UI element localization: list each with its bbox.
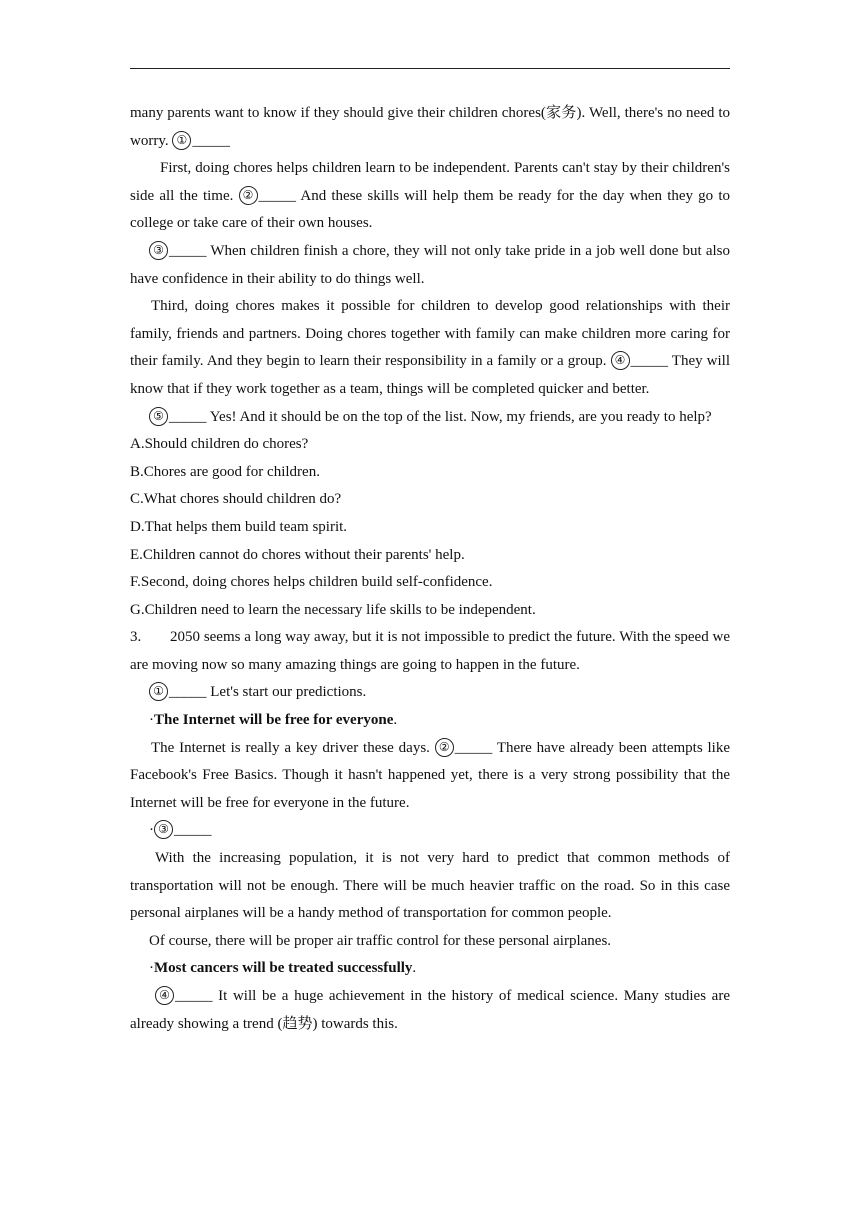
question-number: 3. [130,629,142,646]
section-heading [130,955,730,983]
option-e: E.Children cannot do chores without their parents' help. [130,546,465,563]
option-b: B.Chores are good for children. [130,463,320,480]
option-g: G.Children need to learn the necessary life skills to be independent. [130,601,536,618]
paragraph-text: 2050 seems a long way away, but it is not impossible to predict the future. With the speed we are moving now so many amazing things are going to happen in the future. [130,629,730,673]
passage-paragraph [130,845,730,928]
paragraph-text: Of course, there will be proper air traffic control for these personal airplanes. [149,932,612,949]
circled-number-4: ④ [611,351,630,370]
circled-number-3: ③ [149,241,168,260]
paragraph-text: There have already been attempts like Facebook's Free Basics. Though it hasn't happened yet, there is a very strong possibility that the Internet will be free for everyone in the future. [130,739,730,811]
paragraph-text: The Internet is really a key driver these days. [151,739,430,756]
option-d: D.That helps them build team spirit. [130,518,348,535]
passage-paragraph [130,100,730,155]
passage-paragraph [130,735,730,818]
answer-blank: _____ [174,822,212,839]
answer-blank: _____ [175,988,213,1004]
circled-number-4: ④ [155,986,174,1005]
option-c: C.What chores should children do? [130,491,342,508]
paragraph-text: When children finish a chore, they will not only take pride in a job well done but also have confidence in their ability to do things well. [130,242,730,287]
answer-blank: _____ [169,684,207,701]
paragraph-text: First, doing chores helps children learn to be independent. Parents can't stay by their children's side all the time. [130,160,730,204]
circled-number-2: ② [239,186,258,205]
paragraph-text: It will be a huge achievement in the history of medical science. Many studies are already showing a trend (趋势) towards this. [130,988,730,1032]
circled-number-3: ③ [154,820,173,839]
answer-blank: _____ [169,242,207,259]
bullet-dot: · [149,960,154,977]
header-rule [130,68,730,69]
passage-paragraph [130,983,730,1038]
paragraph-text: With the increasing population, it is not very hard to predict that common methods of transportation will not be enough. There will be much heavier traffic on the road. So in this case personal airplanes will be a handy method of transportation for common people. [130,850,730,922]
section-heading [130,817,730,845]
question-3-intro [130,624,730,679]
heading-text: Most cancers will be treated successfully [154,960,413,977]
paragraph-text: Let's start our predictions. [210,684,367,701]
option-a: A.Should children do chores? [130,436,309,453]
circled-number-1: ① [149,682,168,701]
answer-blank: _____ [192,132,230,149]
option-f: F.Second, doing chores helps children build self-confidence. [130,574,493,591]
paragraph-text: Third, doing chores makes it possible for children to develop good relationships with their family, friends and partners. Doing chores together with family can make children more caring for their family. And they begin to learn their responsibility in a family or a group. [130,298,730,370]
circled-number-5: ⑤ [149,407,168,426]
heading-text: The Internet will be free for everyone [154,712,394,729]
passage-paragraph [130,404,730,432]
answer-blank: _____ [454,739,493,756]
circled-number-2: ② [435,738,454,757]
paragraph-text: They will know that if they work together as a team, things will be completed quicker and better. [130,353,731,397]
passage-paragraph [130,238,730,293]
document-body [130,100,730,1038]
answer-blank: _____ [169,408,207,425]
circled-number-1: ① [172,131,191,150]
answer-blank: _____ [258,187,297,204]
paragraph-text: And these skills will help them be ready for the day when they go to college or take care of their own houses. [130,187,731,232]
section-heading [130,707,730,735]
paragraph-text: Yes! And it should be on the top of the list. Now, my friends, are you ready to help? [209,408,712,425]
passage-paragraph [130,293,730,403]
passage-paragraph [130,928,730,956]
passage-paragraph [130,155,730,238]
passage-paragraph [130,679,730,707]
answer-blank: _____ [630,353,669,370]
paragraph-text: many parents want to know if they should give their children chores(家务). Well, there's no need to worry. [130,105,730,149]
heading-period: . [393,712,398,729]
heading-period: . [412,960,417,977]
bullet-dot: · [149,822,154,839]
bullet-dot: · [149,712,154,729]
